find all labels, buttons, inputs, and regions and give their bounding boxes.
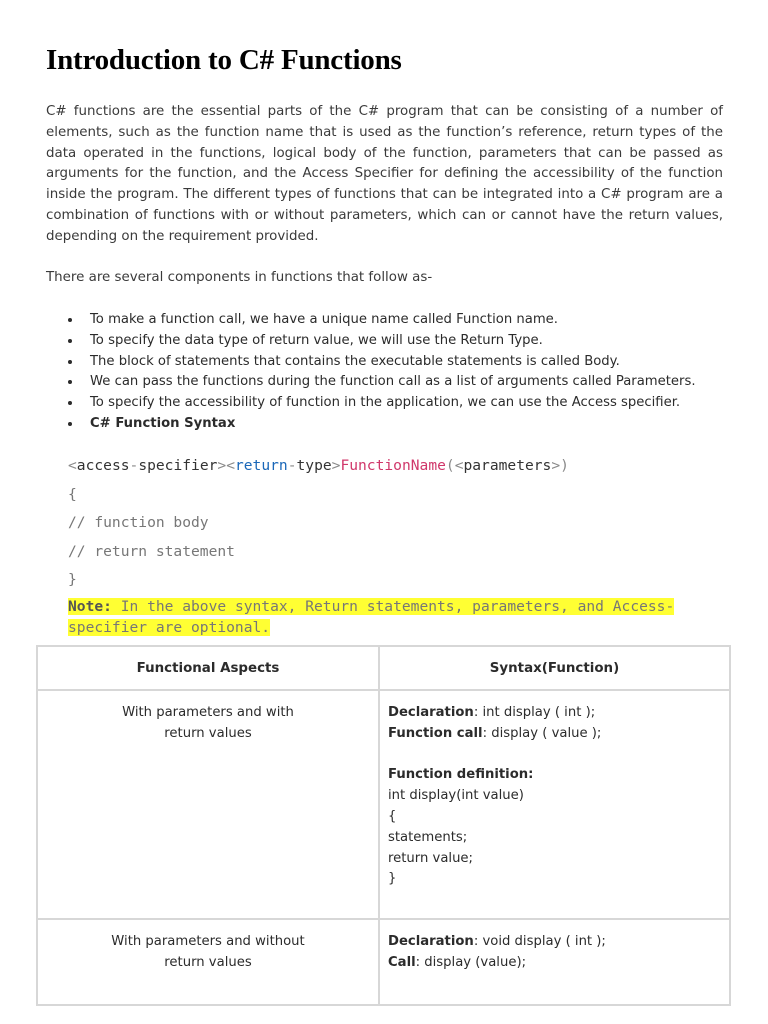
syntax-label: Declaration [388,705,474,720]
syntax-line: return value; [388,850,473,866]
aspect-text: With parameters and without [111,934,305,949]
code-token: - [287,457,297,474]
components-lead: There are several components in functions that follow as- [46,270,433,285]
list-item: To make a function call, we have a unique name called Function name. [68,310,696,331]
note-label: Note: [68,598,112,615]
code-token: > [217,457,227,474]
syntax-value: : display ( value ); [482,725,602,741]
table-row [37,690,730,919]
components-list [68,310,696,435]
list-item: To specify the data type of return value, we will use the Return Type. [68,331,696,352]
code-token: type [296,457,332,474]
list-item: To specify the accessibility of function in the application, we can use the Access specifier. [68,393,696,414]
code-comment: // function body [68,514,209,531]
code-token: parameters [463,457,552,474]
note-callout [68,596,718,638]
syntax-value: : display (value); [415,954,527,970]
note-text: specifier are optional. [68,619,271,636]
syntax-value: : int display ( int ); [473,705,596,720]
syntax-label: Call [388,954,416,970]
code-function-name: FunctionName [340,457,446,474]
column-header: Syntax(Function) [379,646,730,690]
syntax-value: : void display ( int ); [473,934,606,949]
code-token: < [68,457,77,474]
syntax-table [36,645,731,1006]
code-token: > [331,457,341,474]
code-block [68,452,728,595]
aspect-text: return values [164,725,252,741]
intro-paragraph: C# functions are the essential parts of the C# program that can be consisting of a number of elements, such as the function name that is used as the function’s reference, return types of the data operated in the functions, logical body of the function, parameters that can be passed as arguments for the function, and the Access Specifier for defining the accessibility of the function inside the program. The different types of functions that can be integrated into a C# program are a combination of functions with or without parameters, which can or cannot have the return values, depending on the requirement provided. [46,104,723,244]
code-token: ) [560,457,569,474]
code-signature-line [68,452,728,481]
syntax-line: { [388,808,397,824]
table-row [37,919,730,1005]
syntax-line: } [388,871,397,887]
syntax-label: Function definition: [388,767,534,783]
code-open-brace: { [68,485,77,503]
syntax-cell [379,690,730,919]
code-token: > [551,457,561,474]
code-token: < [454,457,464,474]
syntax-heading-item: C# Function Syntax [68,414,696,435]
syntax-line: statements; [388,829,468,845]
list-item: The block of statements that contains the executable statements is called Body. [68,352,696,373]
column-header: Functional Aspects [37,646,379,690]
aspect-text: return values [164,954,252,970]
code-token: - [129,457,139,474]
aspect-cell [37,690,379,919]
syntax-label: Declaration [388,934,474,949]
syntax-label: Function call [388,725,483,741]
syntax-line: int display(int value) [388,788,524,804]
code-close-brace: } [68,571,77,588]
aspect-text: With parameters and with [122,705,294,720]
table-header-row [37,646,730,690]
page-title: Introduction to C# Functions [46,44,402,76]
code-keyword: return [234,457,288,474]
code-token: specifier [138,457,218,474]
note-text: In the above syntax, Return statements, parameters, and Access- [111,598,675,615]
code-comment: // return statement [68,542,235,560]
code-token: ( [445,457,455,474]
syntax-cell [379,919,730,1005]
aspect-cell [37,919,379,1005]
code-token: access [76,457,130,474]
list-item: We can pass the functions during the function call as a list of arguments called Parameters. [68,372,696,393]
code-token: < [226,457,235,474]
